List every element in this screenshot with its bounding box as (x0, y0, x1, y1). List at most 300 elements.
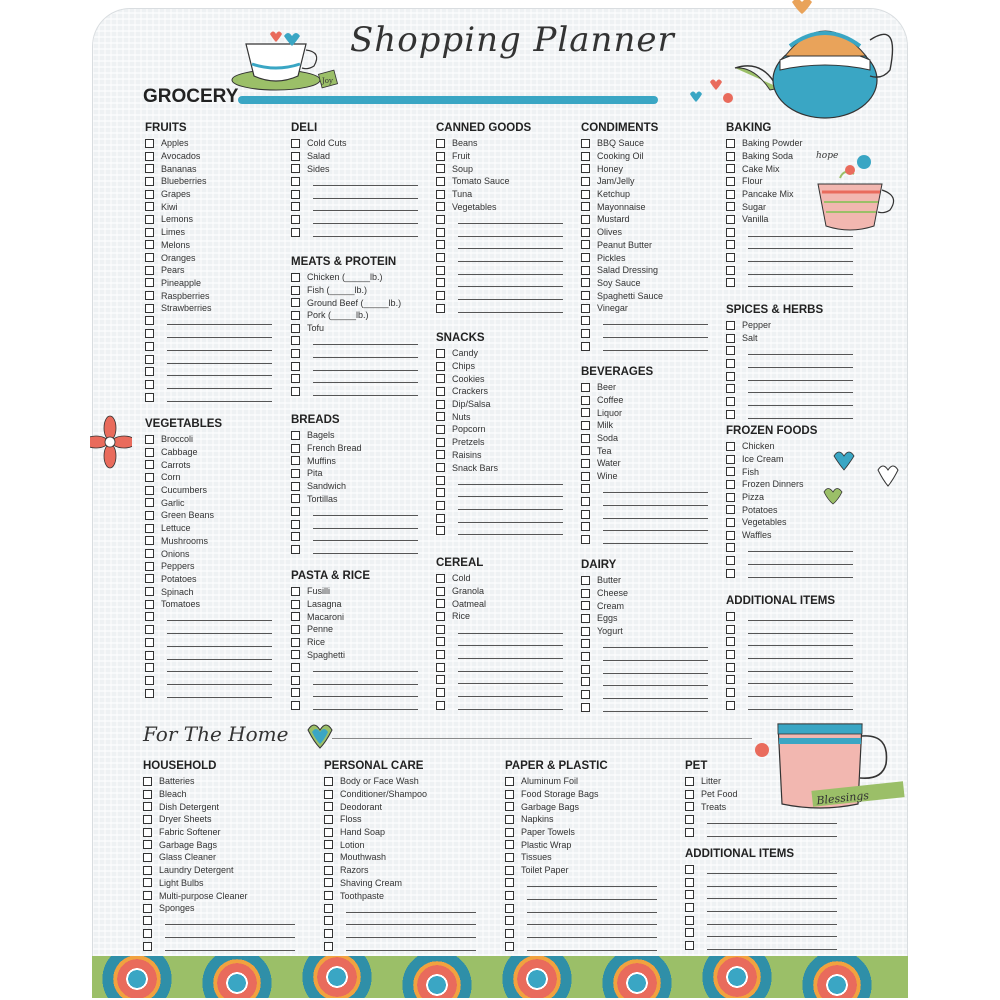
checkbox[interactable] (726, 346, 735, 355)
checkbox[interactable] (436, 387, 445, 396)
blank-item[interactable] (436, 277, 563, 290)
write-in-line[interactable] (707, 928, 837, 937)
checkbox[interactable] (726, 139, 735, 148)
checkbox[interactable] (436, 612, 445, 621)
checkbox[interactable] (726, 675, 735, 684)
checkbox[interactable] (685, 790, 694, 799)
checkbox[interactable] (145, 291, 154, 300)
checklist-item[interactable] (436, 585, 563, 598)
checkbox[interactable] (581, 139, 590, 148)
checklist-item[interactable] (291, 271, 418, 284)
checklist-item[interactable] (581, 226, 708, 239)
checkbox[interactable] (436, 152, 445, 161)
checkbox[interactable] (291, 507, 300, 516)
checkbox[interactable] (436, 215, 445, 224)
checkbox[interactable] (143, 916, 152, 925)
checkbox[interactable] (436, 450, 445, 459)
blank-item[interactable] (685, 926, 837, 939)
write-in-line[interactable] (313, 374, 418, 383)
blank-item[interactable] (436, 289, 563, 302)
checklist-item[interactable] (145, 239, 272, 252)
checkbox[interactable] (436, 625, 445, 634)
checklist-item[interactable] (145, 175, 272, 188)
blank-item[interactable] (726, 567, 853, 580)
write-in-line[interactable] (603, 329, 708, 338)
checkbox[interactable] (291, 374, 300, 383)
checkbox[interactable] (685, 828, 694, 837)
checkbox[interactable] (436, 139, 445, 148)
checklist-item[interactable] (145, 585, 272, 598)
write-in-line[interactable] (458, 637, 563, 646)
checkbox[interactable] (143, 790, 152, 799)
blank-item[interactable] (291, 226, 418, 239)
checkbox[interactable] (436, 650, 445, 659)
checkbox[interactable] (143, 853, 152, 862)
write-in-line[interactable] (603, 497, 708, 506)
blank-item[interactable] (291, 543, 418, 556)
checklist-item[interactable] (436, 360, 563, 373)
checklist-item[interactable] (145, 496, 272, 509)
checkbox[interactable] (291, 273, 300, 282)
checkbox[interactable] (324, 891, 333, 900)
checkbox[interactable] (145, 240, 154, 249)
blank-item[interactable] (726, 673, 853, 686)
write-in-line[interactable] (748, 675, 853, 684)
write-in-line[interactable] (603, 484, 708, 493)
checkbox[interactable] (145, 342, 154, 351)
write-in-line[interactable] (603, 510, 708, 519)
blank-item[interactable] (436, 239, 563, 252)
checklist-item[interactable] (581, 277, 708, 290)
blank-item[interactable] (505, 927, 657, 940)
blank-item[interactable] (436, 525, 563, 538)
checklist-item[interactable] (145, 484, 272, 497)
checklist-item[interactable] (581, 200, 708, 213)
checkbox[interactable] (291, 587, 300, 596)
checkbox[interactable] (291, 202, 300, 211)
blank-item[interactable] (726, 277, 853, 290)
checkbox[interactable] (581, 396, 590, 405)
write-in-line[interactable] (458, 291, 563, 300)
checkbox[interactable] (726, 190, 735, 199)
checkbox[interactable] (436, 463, 445, 472)
blank-item[interactable] (726, 382, 853, 395)
blank-item[interactable] (581, 637, 708, 650)
checkbox[interactable] (291, 532, 300, 541)
checkbox[interactable] (291, 336, 300, 345)
checkbox[interactable] (685, 928, 694, 937)
write-in-line[interactable] (603, 522, 708, 531)
checkbox[interactable] (324, 866, 333, 875)
checkbox[interactable] (145, 460, 154, 469)
write-in-line[interactable] (167, 393, 272, 402)
checklist-item[interactable] (726, 137, 853, 150)
blank-item[interactable] (143, 915, 295, 928)
checklist-item[interactable] (291, 585, 418, 598)
checklist-item[interactable] (581, 574, 708, 587)
checklist-item[interactable] (581, 137, 708, 150)
blank-item[interactable] (505, 915, 657, 928)
blank-item[interactable] (291, 360, 418, 373)
write-in-line[interactable] (313, 349, 418, 358)
blank-item[interactable] (685, 826, 837, 839)
blank-item[interactable] (145, 365, 272, 378)
write-in-line[interactable] (167, 612, 272, 621)
write-in-line[interactable] (707, 916, 837, 925)
write-in-line[interactable] (707, 878, 837, 887)
checkbox[interactable] (505, 866, 514, 875)
checkbox[interactable] (291, 444, 300, 453)
write-in-line[interactable] (603, 639, 708, 648)
checkbox[interactable] (436, 291, 445, 300)
blank-item[interactable] (581, 483, 708, 496)
checkbox[interactable] (581, 177, 590, 186)
checkbox[interactable] (436, 514, 445, 523)
write-in-line[interactable] (458, 488, 563, 497)
write-in-line[interactable] (748, 278, 853, 287)
write-in-line[interactable] (603, 342, 708, 351)
checkbox[interactable] (145, 278, 154, 287)
write-in-line[interactable] (313, 688, 418, 697)
checklist-item[interactable] (436, 162, 563, 175)
blank-item[interactable] (685, 901, 837, 914)
blank-item[interactable] (685, 888, 837, 901)
checkbox[interactable] (581, 240, 590, 249)
checkbox[interactable] (505, 853, 514, 862)
checkbox[interactable] (291, 676, 300, 685)
blank-item[interactable] (726, 344, 853, 357)
write-in-line[interactable] (167, 342, 272, 351)
write-in-line[interactable] (748, 397, 853, 406)
checkbox[interactable] (324, 853, 333, 862)
blank-item[interactable] (436, 474, 563, 487)
checkbox[interactable] (324, 828, 333, 837)
write-in-line[interactable] (707, 941, 837, 950)
blank-item[interactable] (436, 686, 563, 699)
write-in-line[interactable] (167, 316, 272, 325)
checkbox[interactable] (324, 840, 333, 849)
write-in-line[interactable] (313, 228, 418, 237)
blank-item[interactable] (145, 636, 272, 649)
checkbox[interactable] (581, 589, 590, 598)
blank-item[interactable] (291, 699, 418, 712)
write-in-line[interactable] (313, 676, 418, 685)
checklist-item[interactable] (436, 347, 563, 360)
checkbox[interactable] (436, 202, 445, 211)
blank-item[interactable] (581, 495, 708, 508)
checkbox[interactable] (436, 526, 445, 535)
checkbox[interactable] (505, 840, 514, 849)
write-in-line[interactable] (748, 612, 853, 621)
checkbox[interactable] (291, 215, 300, 224)
checkbox[interactable] (291, 190, 300, 199)
checkbox[interactable] (436, 228, 445, 237)
checklist-item[interactable] (726, 529, 853, 542)
checklist-item[interactable] (581, 213, 708, 226)
write-in-line[interactable] (748, 637, 853, 646)
checklist-item[interactable] (505, 800, 657, 813)
write-in-line[interactable] (167, 329, 272, 338)
checkbox[interactable] (581, 316, 590, 325)
checklist-item[interactable] (291, 296, 418, 309)
checkbox[interactable] (581, 497, 590, 506)
write-in-line[interactable] (748, 372, 853, 381)
checkbox[interactable] (143, 828, 152, 837)
checklist-item[interactable] (291, 442, 418, 455)
checklist-item[interactable] (145, 162, 272, 175)
checkbox[interactable] (726, 359, 735, 368)
write-in-line[interactable] (603, 665, 708, 674)
blank-item[interactable] (505, 902, 657, 915)
blank-item[interactable] (291, 200, 418, 213)
checkbox[interactable] (145, 190, 154, 199)
blank-item[interactable] (436, 226, 563, 239)
blank-item[interactable] (436, 251, 563, 264)
checkbox[interactable] (291, 625, 300, 634)
checkbox[interactable] (436, 177, 445, 186)
checkbox[interactable] (726, 612, 735, 621)
write-in-line[interactable] (458, 240, 563, 249)
checkbox[interactable] (143, 802, 152, 811)
checkbox[interactable] (505, 828, 514, 837)
write-in-line[interactable] (748, 228, 853, 237)
checkbox[interactable] (436, 701, 445, 710)
checkbox[interactable] (436, 574, 445, 583)
checklist-item[interactable] (581, 432, 708, 445)
write-in-line[interactable] (167, 638, 272, 647)
checklist-item[interactable] (726, 478, 853, 491)
checklist-item[interactable] (324, 826, 476, 839)
checkbox[interactable] (685, 903, 694, 912)
blank-item[interactable] (726, 357, 853, 370)
write-in-line[interactable] (458, 650, 563, 659)
write-in-line[interactable] (748, 569, 853, 578)
checkbox[interactable] (685, 802, 694, 811)
checklist-item[interactable] (145, 200, 272, 213)
checklist-item[interactable] (324, 788, 476, 801)
checkbox[interactable] (436, 587, 445, 596)
checkbox[interactable] (145, 448, 154, 457)
checklist-item[interactable] (436, 449, 563, 462)
checkbox[interactable] (145, 367, 154, 376)
blank-item[interactable] (145, 327, 272, 340)
checklist-item[interactable] (145, 213, 272, 226)
write-in-line[interactable] (707, 865, 837, 874)
checkbox[interactable] (436, 266, 445, 275)
checklist-item[interactable] (726, 150, 853, 163)
blank-item[interactable] (324, 927, 476, 940)
checkbox[interactable] (324, 815, 333, 824)
checklist-item[interactable] (436, 398, 563, 411)
blank-item[interactable] (685, 876, 837, 889)
blank-item[interactable] (726, 251, 853, 264)
checkbox[interactable] (581, 576, 590, 585)
checklist-item[interactable] (143, 902, 295, 915)
checklist-item[interactable] (291, 454, 418, 467)
write-in-line[interactable] (458, 266, 563, 275)
checklist-item[interactable] (145, 446, 272, 459)
checkbox[interactable] (581, 472, 590, 481)
blank-item[interactable] (726, 610, 853, 623)
write-in-line[interactable] (313, 507, 418, 516)
checkbox[interactable] (436, 349, 445, 358)
checkbox[interactable] (145, 587, 154, 596)
write-in-line[interactable] (527, 891, 657, 900)
checkbox[interactable] (581, 639, 590, 648)
checkbox[interactable] (291, 520, 300, 529)
checkbox[interactable] (726, 253, 735, 262)
checkbox[interactable] (145, 574, 154, 583)
blank-item[interactable] (436, 635, 563, 648)
checkbox[interactable] (291, 362, 300, 371)
checklist-item[interactable] (726, 453, 853, 466)
write-in-line[interactable] (458, 228, 563, 237)
blank-item[interactable] (726, 635, 853, 648)
checklist-item[interactable] (581, 394, 708, 407)
write-in-line[interactable] (707, 903, 837, 912)
checkbox[interactable] (145, 486, 154, 495)
checklist-item[interactable] (581, 599, 708, 612)
checkbox[interactable] (581, 215, 590, 224)
write-in-line[interactable] (313, 701, 418, 710)
checkbox[interactable] (505, 942, 514, 951)
checklist-item[interactable] (145, 251, 272, 264)
write-in-line[interactable] (603, 703, 708, 712)
blank-item[interactable] (726, 623, 853, 636)
checkbox[interactable] (581, 459, 590, 468)
blank-item[interactable] (581, 650, 708, 663)
checkbox[interactable] (291, 469, 300, 478)
checklist-item[interactable] (291, 150, 418, 163)
checkbox[interactable] (581, 304, 590, 313)
checkbox[interactable] (291, 545, 300, 554)
checklist-item[interactable] (291, 467, 418, 480)
checkbox[interactable] (436, 476, 445, 485)
checklist-item[interactable] (145, 289, 272, 302)
checkbox[interactable] (145, 638, 154, 647)
blank-item[interactable] (291, 334, 418, 347)
checkbox[interactable] (324, 878, 333, 887)
checkbox[interactable] (145, 473, 154, 482)
checkbox[interactable] (505, 777, 514, 786)
checkbox[interactable] (143, 942, 152, 951)
blank-item[interactable] (145, 661, 272, 674)
checkbox[interactable] (685, 777, 694, 786)
write-in-line[interactable] (346, 916, 476, 925)
checkbox[interactable] (143, 891, 152, 900)
checkbox[interactable] (581, 278, 590, 287)
checkbox[interactable] (291, 228, 300, 237)
checklist-item[interactable] (581, 587, 708, 600)
write-in-line[interactable] (748, 253, 853, 262)
blank-item[interactable] (291, 373, 418, 386)
write-in-line[interactable] (313, 532, 418, 541)
checkbox[interactable] (581, 627, 590, 636)
checkbox[interactable] (436, 663, 445, 672)
checklist-item[interactable] (324, 877, 476, 890)
checklist-item[interactable] (436, 461, 563, 474)
write-in-line[interactable] (458, 253, 563, 262)
checkbox[interactable] (726, 625, 735, 634)
checkbox[interactable] (581, 677, 590, 686)
blank-item[interactable] (145, 687, 272, 700)
blank-item[interactable] (291, 175, 418, 188)
write-in-line[interactable] (527, 878, 657, 887)
checklist-item[interactable] (581, 444, 708, 457)
checklist-item[interactable] (436, 200, 563, 213)
checklist-item[interactable] (436, 436, 563, 449)
checklist-item[interactable] (436, 188, 563, 201)
blank-item[interactable] (581, 533, 708, 546)
checklist-item[interactable] (726, 175, 853, 188)
write-in-line[interactable] (313, 387, 418, 396)
checklist-item[interactable] (291, 322, 418, 335)
checkbox[interactable] (726, 372, 735, 381)
blank-item[interactable] (581, 688, 708, 701)
checklist-item[interactable] (145, 547, 272, 560)
checkbox[interactable] (581, 190, 590, 199)
checkbox[interactable] (436, 362, 445, 371)
checkbox[interactable] (726, 480, 735, 489)
checklist-item[interactable] (726, 440, 853, 453)
write-in-line[interactable] (748, 543, 853, 552)
blank-item[interactable] (436, 648, 563, 661)
checklist-item[interactable] (581, 162, 708, 175)
checkbox[interactable] (145, 676, 154, 685)
write-in-line[interactable] (167, 651, 272, 660)
checklist-item[interactable] (581, 150, 708, 163)
checklist-item[interactable] (726, 516, 853, 529)
checkbox[interactable] (581, 690, 590, 699)
blank-item[interactable] (726, 395, 853, 408)
checkbox[interactable] (324, 790, 333, 799)
write-in-line[interactable] (707, 828, 837, 837)
checkbox[interactable] (143, 815, 152, 824)
blank-item[interactable] (505, 877, 657, 890)
checklist-item[interactable] (291, 162, 418, 175)
checkbox[interactable] (581, 164, 590, 173)
blank-item[interactable] (726, 554, 853, 567)
checklist-item[interactable] (143, 851, 295, 864)
blank-item[interactable] (685, 939, 837, 952)
checklist-item[interactable] (581, 175, 708, 188)
checklist-item[interactable] (145, 150, 272, 163)
checkbox[interactable] (145, 329, 154, 338)
checkbox[interactable] (581, 703, 590, 712)
checkbox[interactable] (291, 349, 300, 358)
checkbox[interactable] (581, 665, 590, 674)
checkbox[interactable] (436, 599, 445, 608)
blank-item[interactable] (726, 699, 853, 712)
blank-item[interactable] (145, 340, 272, 353)
checkbox[interactable] (436, 253, 445, 262)
checkbox[interactable] (145, 600, 154, 609)
checklist-item[interactable] (145, 535, 272, 548)
checkbox[interactable] (145, 164, 154, 173)
write-in-line[interactable] (458, 663, 563, 672)
checkbox[interactable] (581, 614, 590, 623)
checkbox[interactable] (581, 522, 590, 531)
checkbox[interactable] (436, 164, 445, 173)
checklist-item[interactable] (143, 788, 295, 801)
blank-item[interactable] (726, 408, 853, 421)
blank-item[interactable] (505, 940, 657, 953)
checkbox[interactable] (581, 342, 590, 351)
blank-item[interactable] (726, 542, 853, 555)
write-in-line[interactable] (603, 690, 708, 699)
checklist-item[interactable] (145, 509, 272, 522)
checkbox[interactable] (291, 311, 300, 320)
